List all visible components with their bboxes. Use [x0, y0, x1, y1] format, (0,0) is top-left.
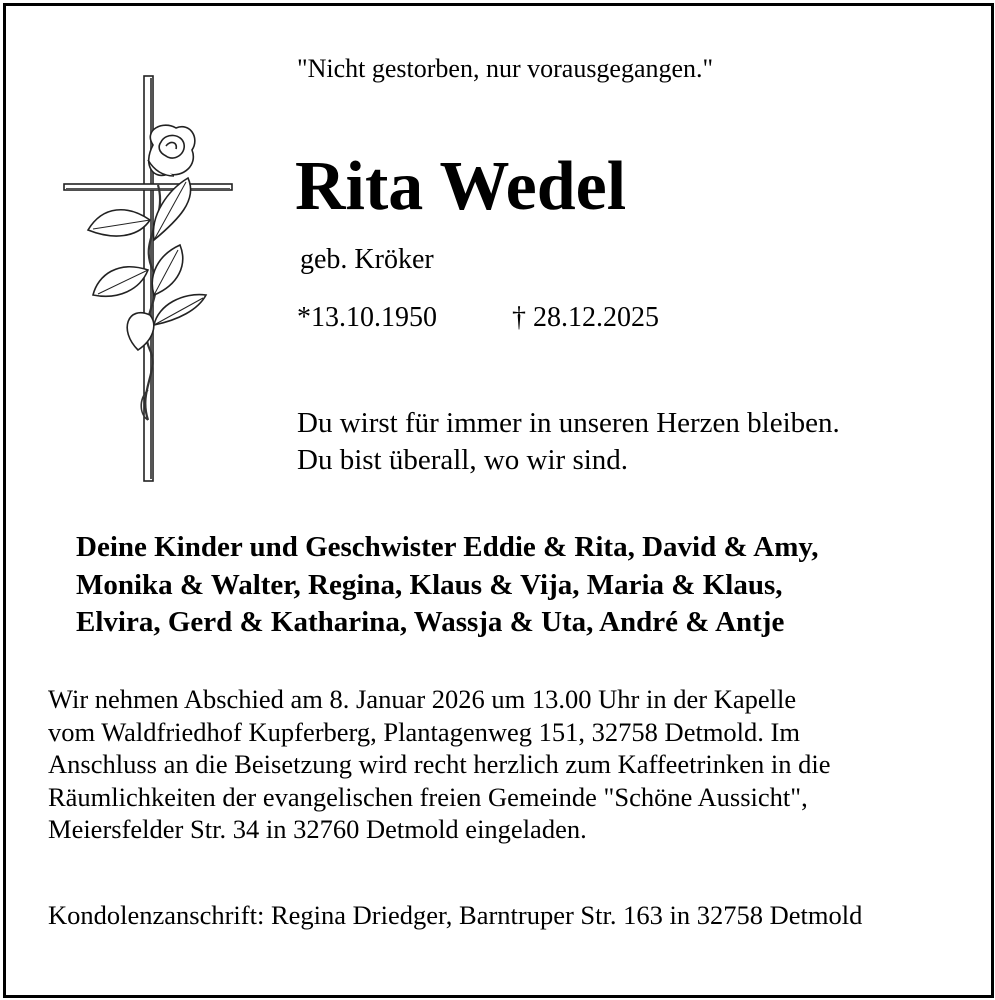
quote: "Nicht gestorben, nur vorausgegangen." [297, 54, 714, 83]
info-line: vom Waldfriedhof Kupferberg, Plantagenweg 151, 32758 Detmold. Im [48, 716, 800, 747]
funeral-info [48, 683, 830, 846]
condolence-address: Kondolenzanschrift: Regina Driedger, Barntruper Str. 163 in 32758 Detmold [48, 900, 863, 930]
verse [297, 405, 840, 479]
info-line: Räumlichkeiten der evangelischen freien Gemeinde "Schöne Aussicht", [48, 781, 808, 812]
cross-with-rose-icon [58, 70, 238, 490]
family-signature [76, 529, 819, 642]
family-line: Monika & Walter, Regina, Klaus & Vija, Maria & Klaus, [76, 568, 783, 601]
family-line: Elvira, Gerd & Katharina, Wassja & Uta, André & Antje [76, 606, 785, 638]
birth-date: *13.10.1950 [297, 302, 437, 333]
info-line: Anschluss an die Beisetzung wird recht herzlich zum Kaffeetrinken in die [48, 749, 831, 779]
family-line: Deine Kinder und Geschwister Eddie & Rita, David & Amy, [76, 531, 819, 563]
death-date: † 28.12.2025 [512, 302, 659, 333]
maiden-name: geb. Kröker [300, 244, 434, 275]
verse-line: Du wirst für immer in unseren Herzen bleiben. [297, 407, 840, 439]
info-line: Meiersfelder Str. 34 in 32760 Detmold eingeladen. [48, 814, 587, 844]
deceased-name: Rita Wedel [295, 148, 627, 225]
verse-line: Du bist überall, wo wir sind. [297, 444, 629, 476]
info-line: Wir nehmen Abschied am 8. Januar 2026 um 13.00 Uhr in der Kapelle [48, 684, 797, 714]
